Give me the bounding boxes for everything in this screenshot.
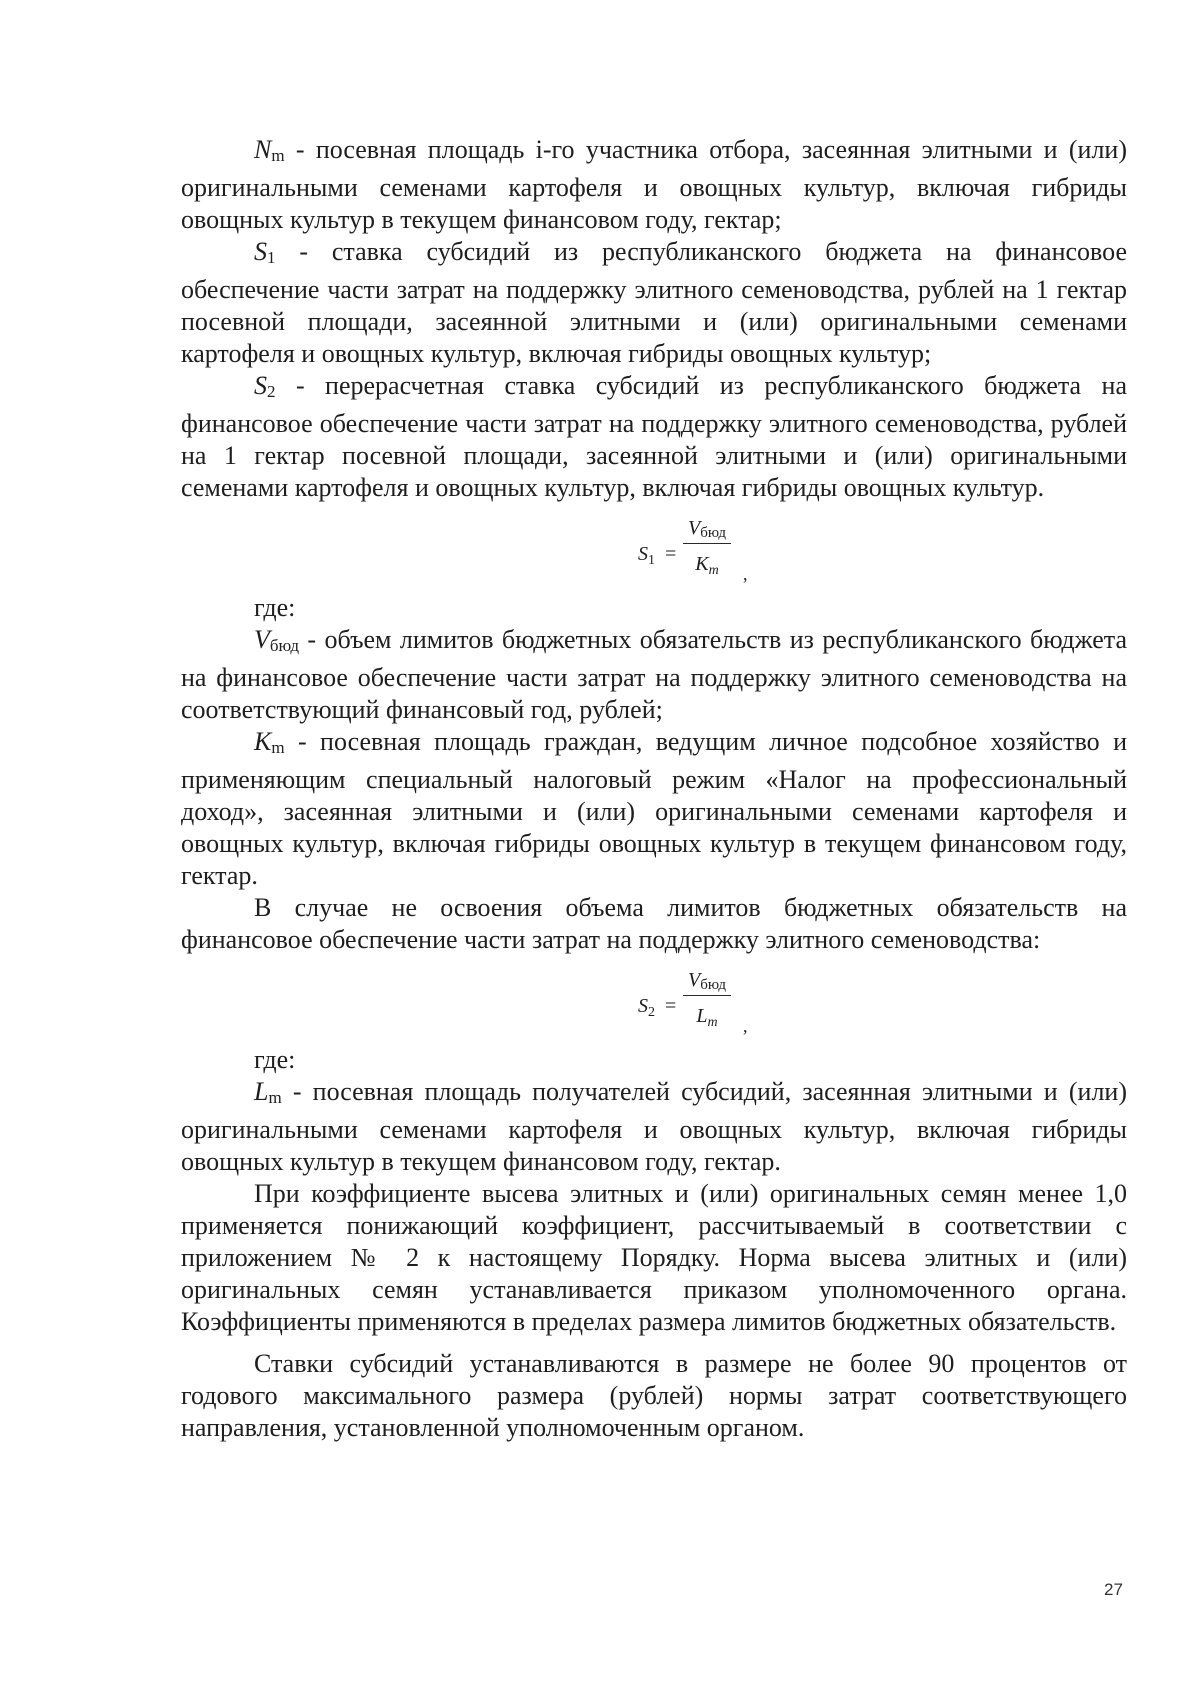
formula-s1-equals: = xyxy=(665,543,677,565)
formula-s1-denominator: $K_m$ xyxy=(695,553,719,578)
formula-s2-comma: , xyxy=(743,1016,748,1036)
symbol-vbud: Vбюд xyxy=(254,625,300,655)
paragraph-s2: S2 - перерасчетная ставка субсидий из республиканского бюджета на финансовое обеспечение части затрат на поддержку элитного семеноводства, рублей на 1 гектар посевной площади, засеянной элитными и (или) оригинальными семенами картофеля и овощных культур, включая гибриды овощных культур. xyxy=(181,371,1127,502)
formula-s2-equals: = xyxy=(665,995,677,1017)
paragraph-where-2: где: xyxy=(254,1045,296,1074)
paragraph-km: Km - посевная площадь граждан, ведущим личное подсобное хозяйство и применяющим специальный налоговый режим «Налог на профессиональный доход», засеянная элитными и (или) оригинальными семенами картофеля и овощных культур, включая гибриды овощных культур в текущем финансовом году, гектар. xyxy=(181,727,1127,890)
paragraph-vbud: Vбюд - объем лимитов бюджетных обязательств из республиканского бюджета на финансовое обеспечение части затрат на поддержку элитного семеноводства на соответствующий финансовый год, рублей; xyxy=(181,625,1127,724)
symbol-s1: S1 xyxy=(254,237,276,267)
formula-s2 xyxy=(181,964,1127,1038)
paragraph-case: В случае не освоения объема лимитов бюджетных обязательств на финансовое обеспечение части затрат на поддержку элитного семеноводства: xyxy=(181,893,1127,954)
formula-s2-numerator: Vбюд xyxy=(688,969,726,993)
formula-s1 xyxy=(181,512,1127,586)
symbol-s2: S2 xyxy=(254,371,276,401)
formula-s1-numerator: Vбюд xyxy=(688,517,726,541)
paragraph-s1: S1 - ставка субсидий из республиканского бюджета на финансовое обеспечение части затрат на поддержку элитного семеноводства, рублей на 1 гектар посевной площади, засеянной элитными и (или) оригинальными семенами картофеля и овощных культур, включая гибриды овощных культур; xyxy=(181,237,1127,368)
symbol-km: Km xyxy=(254,727,285,757)
page-number: 27 xyxy=(1104,1580,1123,1599)
paragraph-nm: Nm - посевная площадь i-го участника отбора, засеянная элитными и (или) оригинальными семенами картофеля и овощных культур, включая гибриды овощных культур в текущем финансовом году, гектар; xyxy=(181,135,1127,234)
formula-s1-fraction-bar xyxy=(683,543,731,544)
symbol-nm: Nm xyxy=(254,135,285,165)
formula-s1-comma: , xyxy=(743,564,748,584)
document-body xyxy=(181,134,1127,1444)
formula-s2-lhs: $S_2$ xyxy=(638,995,655,1020)
paragraph-lm: Lm - посевная площадь получателей субсидий, засеянная элитными и (или) оригинальными семенами картофеля и овощных культур, включая гибриды овощных культур в текущем финансовом году, гектар. xyxy=(181,1077,1127,1176)
paragraph-rates: Ставки субсидий устанавливаются в размере не более 90 процентов от годового максимального размера (рублей) нормы затрат соответствующего направления, установленной уполномоченным органом. xyxy=(181,1349,1127,1442)
paragraph-coefficient: При коэффициенте высева элитных и (или) оригинальных семян менее 1,0 применяется понижающий коэффициент, рассчитываемый в соответствии с приложением № 2 к настоящему Порядку. Норма высева элитных и (или) оригинальных семян устанавливается приказом уполномоченного органа. Коэффициенты применяются в пределах размера лимитов бюджетных обязательств. xyxy=(181,1179,1127,1336)
formula-s1-lhs: $S_1$ xyxy=(638,543,655,568)
paragraph-where-1: где: xyxy=(254,593,296,622)
formula-s2-fraction-bar xyxy=(683,995,731,996)
symbol-lm: Lm xyxy=(254,1077,282,1107)
formula-s2-denominator: $L_m$ xyxy=(696,1005,718,1030)
